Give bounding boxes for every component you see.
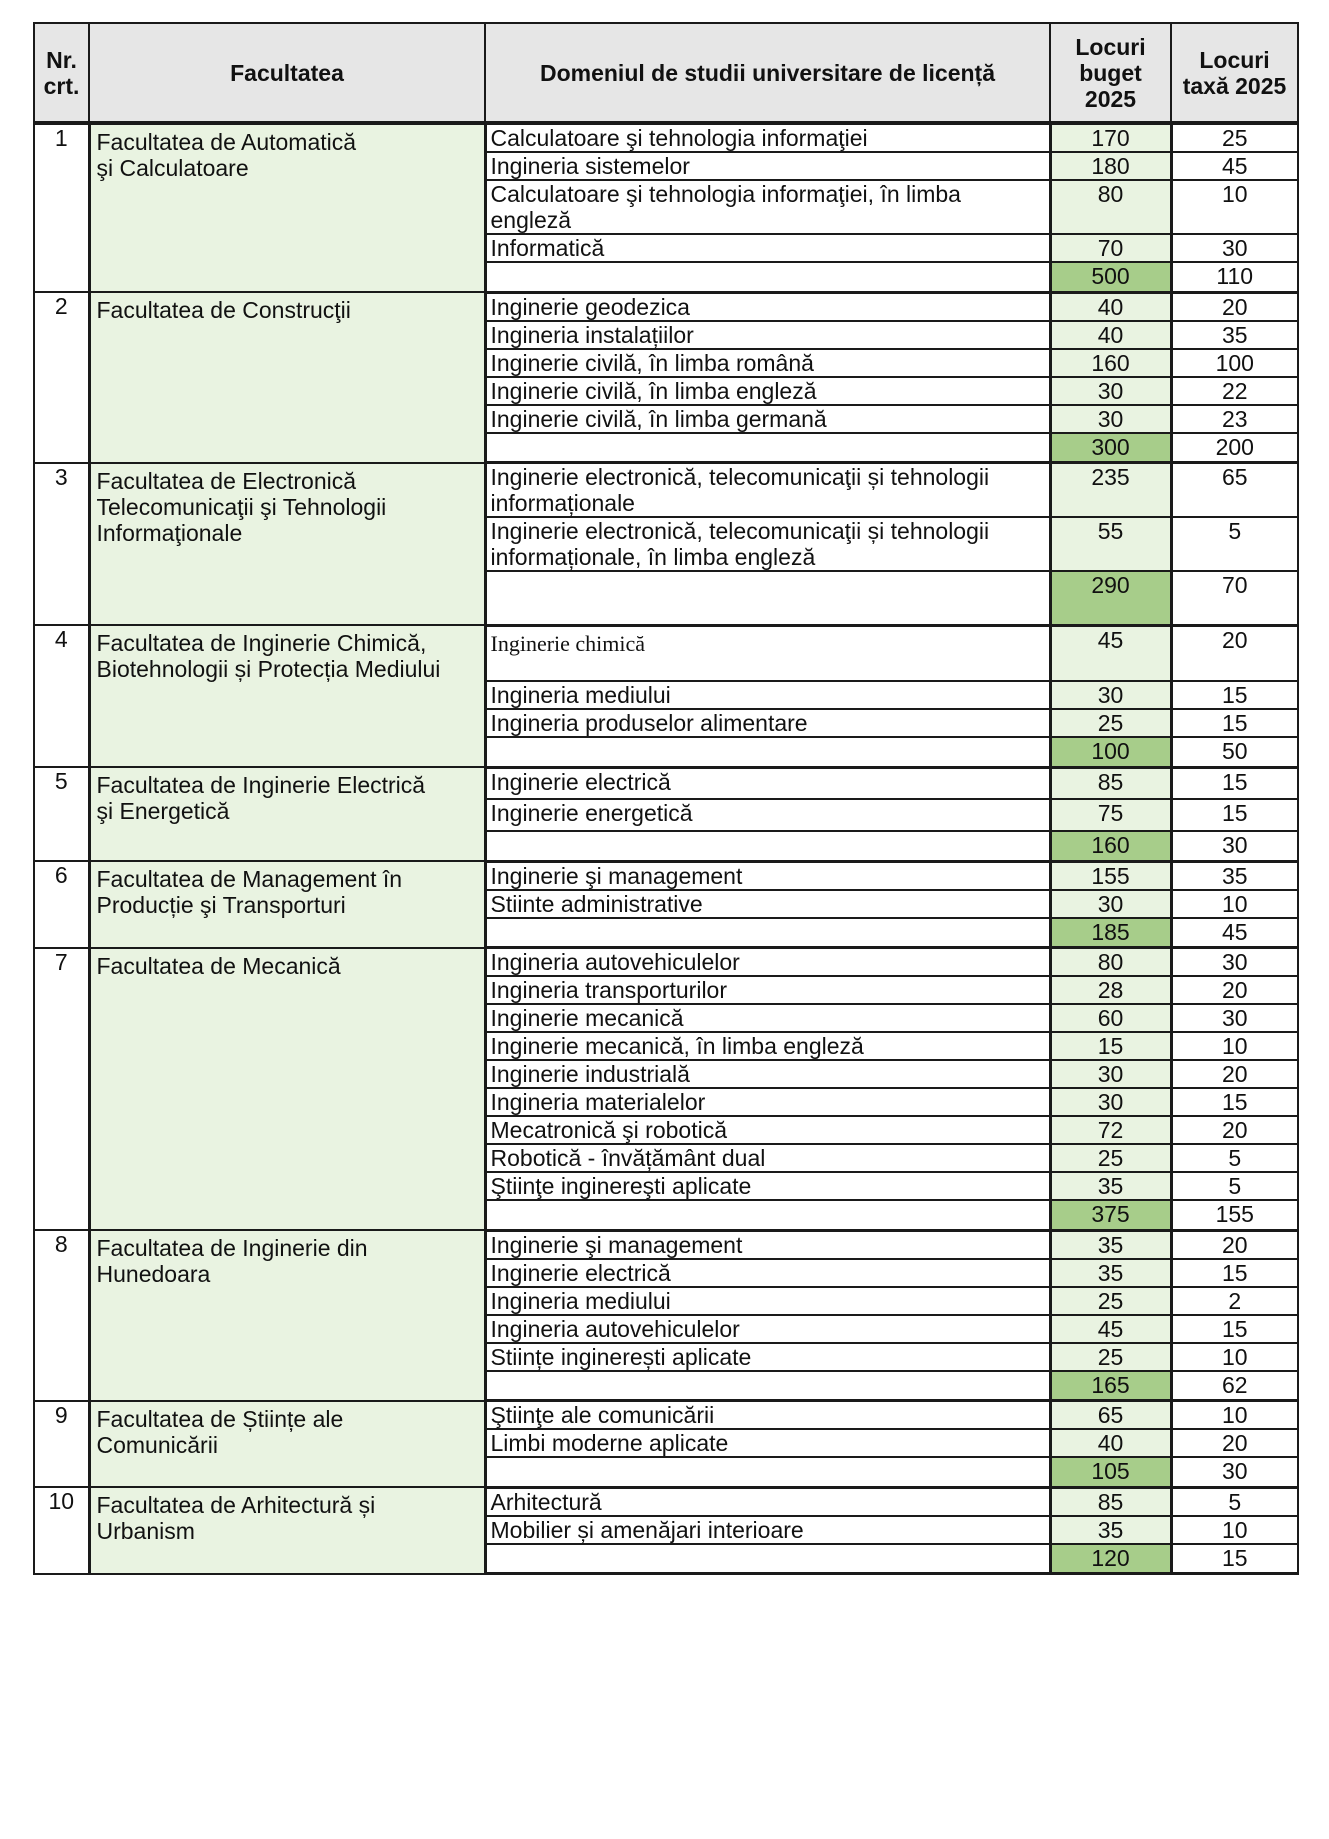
study-domain: Robotică - învățământ dual: [485, 1144, 1050, 1172]
budget-places: 25: [1050, 1144, 1171, 1172]
study-domain: Calculatoare şi tehnologia informaţiei, în limba engleză: [485, 180, 1050, 234]
budget-places: 60: [1050, 1004, 1171, 1032]
program-row: [34, 767, 1298, 799]
tax-places: 15: [1171, 1259, 1298, 1287]
tax-places: 15: [1171, 681, 1298, 709]
total-budget-places: 160: [1050, 831, 1171, 861]
tax-places: 30: [1171, 948, 1298, 977]
study-domain: Inginerie chimică: [485, 625, 1050, 681]
tax-places: 5: [1171, 1487, 1298, 1516]
total-tax-places: 30: [1171, 1457, 1298, 1487]
study-domain: Inginerie civilă, în limba engleză: [485, 377, 1050, 405]
tax-places: 20: [1171, 1116, 1298, 1144]
program-row: [34, 463, 1298, 518]
study-domain: Inginerie industrială: [485, 1060, 1050, 1088]
budget-places: 80: [1050, 180, 1171, 234]
budget-places: 170: [1050, 123, 1171, 152]
faculty-name: Facultatea de Inginerie din Hunedoara: [89, 1230, 485, 1401]
tax-places: 15: [1171, 799, 1298, 831]
table-header: [34, 23, 1298, 123]
budget-places: 35: [1050, 1516, 1171, 1544]
budget-places: 72: [1050, 1116, 1171, 1144]
tax-places: 20: [1171, 1230, 1298, 1259]
total-label-empty: [485, 1544, 1050, 1574]
study-domain: Informatică: [485, 234, 1050, 262]
budget-places: 45: [1050, 625, 1171, 681]
study-domain: Inginerie şi management: [485, 1230, 1050, 1259]
tax-places: 5: [1171, 1172, 1298, 1200]
row-number: 8: [34, 1230, 89, 1401]
study-domain: Ingineria materialelor: [485, 1088, 1050, 1116]
budget-places: 30: [1050, 405, 1171, 433]
study-domain: Inginerie mecanică, în limba engleză: [485, 1032, 1050, 1060]
budget-places: 25: [1050, 709, 1171, 737]
study-domain: Inginerie şi management: [485, 861, 1050, 890]
row-number: 2: [34, 292, 89, 463]
tax-places: 15: [1171, 1088, 1298, 1116]
budget-places: 70: [1050, 234, 1171, 262]
total-budget-places: 290: [1050, 571, 1171, 625]
tax-places: 65: [1171, 463, 1298, 518]
tax-places: 10: [1171, 1401, 1298, 1430]
program-row: [34, 123, 1298, 152]
tax-places: 15: [1171, 709, 1298, 737]
program-row: [34, 1230, 1298, 1259]
table-body: [34, 123, 1298, 1574]
tax-places: 5: [1171, 1144, 1298, 1172]
study-domain: Calculatoare şi tehnologia informaţiei: [485, 123, 1050, 152]
tax-places: 20: [1171, 625, 1298, 681]
study-domain: Ingineria autovehiculelor: [485, 1315, 1050, 1343]
row-number: 4: [34, 625, 89, 767]
budget-places: 40: [1050, 1429, 1171, 1457]
budget-places: 30: [1050, 1060, 1171, 1088]
tax-places: 10: [1171, 890, 1298, 918]
study-domain: Mecatronică şi robotică: [485, 1116, 1050, 1144]
budget-places: 75: [1050, 799, 1171, 831]
tax-places: 10: [1171, 1032, 1298, 1060]
budget-places: 30: [1050, 1088, 1171, 1116]
total-label-empty: [485, 737, 1050, 767]
total-tax-places: 70: [1171, 571, 1298, 625]
study-domain: Inginerie electrică: [485, 767, 1050, 799]
tax-places: 30: [1171, 1004, 1298, 1032]
tax-places: 15: [1171, 1315, 1298, 1343]
budget-places: 160: [1050, 349, 1171, 377]
budget-places: 85: [1050, 767, 1171, 799]
faculty-name: Facultatea de Management în Producție şi Transporturi: [89, 861, 485, 948]
program-row: [34, 1487, 1298, 1516]
study-domain: Limbi moderne aplicate: [485, 1429, 1050, 1457]
row-number: 9: [34, 1401, 89, 1488]
total-tax-places: 30: [1171, 831, 1298, 861]
study-domain: Ingineria instalațiilor: [485, 321, 1050, 349]
total-budget-places: 100: [1050, 737, 1171, 767]
total-budget-places: 375: [1050, 1200, 1171, 1230]
program-row: [34, 1401, 1298, 1430]
total-label-empty: [485, 571, 1050, 625]
tax-places: 2: [1171, 1287, 1298, 1315]
study-domain: Inginerie civilă, în limba germană: [485, 405, 1050, 433]
study-domain: Inginerie electronică, telecomunicaţii și tehnologii informaționale: [485, 463, 1050, 518]
faculty-name: Facultatea de Arhitectură și Urbanism: [89, 1487, 485, 1574]
tax-places: 23: [1171, 405, 1298, 433]
tax-places: 100: [1171, 349, 1298, 377]
total-tax-places: 200: [1171, 433, 1298, 463]
budget-places: 85: [1050, 1487, 1171, 1516]
program-row: [34, 292, 1298, 321]
budget-places: 30: [1050, 890, 1171, 918]
total-budget-places: 120: [1050, 1544, 1171, 1574]
total-budget-places: 105: [1050, 1457, 1171, 1487]
total-label-empty: [485, 262, 1050, 292]
faculty-name: Facultatea de Științe ale Comunicării: [89, 1401, 485, 1488]
total-label-empty: [485, 1371, 1050, 1401]
study-domain: Inginerie mecanică: [485, 1004, 1050, 1032]
program-row: [34, 948, 1298, 977]
tax-places: 10: [1171, 1516, 1298, 1544]
study-domain: Ingineria sistemelor: [485, 152, 1050, 180]
total-label-empty: [485, 1457, 1050, 1487]
tax-places: 45: [1171, 152, 1298, 180]
row-number: 1: [34, 123, 89, 292]
total-tax-places: 155: [1171, 1200, 1298, 1230]
header-tax-places: Locuri taxă 2025: [1171, 23, 1298, 123]
tax-places: 5: [1171, 517, 1298, 571]
budget-places: 25: [1050, 1343, 1171, 1371]
faculty-name: Facultatea de Electronică Telecomunicaţii şi Tehnologii Informaţionale: [89, 463, 485, 626]
budget-places: 35: [1050, 1259, 1171, 1287]
study-domain: Inginerie electrică: [485, 1259, 1050, 1287]
study-domain: Ştiinţe ale comunicării: [485, 1401, 1050, 1430]
row-number: 7: [34, 948, 89, 1231]
tax-places: 15: [1171, 767, 1298, 799]
row-number: 10: [34, 1487, 89, 1574]
budget-places: 65: [1050, 1401, 1171, 1430]
budget-places: 40: [1050, 292, 1171, 321]
study-domain: Ingineria mediului: [485, 681, 1050, 709]
budget-places: 180: [1050, 152, 1171, 180]
study-domain: Inginerie civilă, în limba română: [485, 349, 1050, 377]
header-faculty: Facultatea: [89, 23, 485, 123]
total-tax-places: 50: [1171, 737, 1298, 767]
total-label-empty: [485, 918, 1050, 948]
total-budget-places: 185: [1050, 918, 1171, 948]
total-label-empty: [485, 831, 1050, 861]
faculty-name: Facultatea de Mecanică: [89, 948, 485, 1231]
tax-places: 22: [1171, 377, 1298, 405]
tax-places: 10: [1171, 180, 1298, 234]
total-tax-places: 15: [1171, 1544, 1298, 1574]
tax-places: 10: [1171, 1343, 1298, 1371]
total-budget-places: 500: [1050, 262, 1171, 292]
faculty-name: Facultatea de Automatică şi Calculatoare: [89, 123, 485, 292]
study-domain: Stiinte administrative: [485, 890, 1050, 918]
budget-places: 45: [1050, 1315, 1171, 1343]
tax-places: 35: [1171, 321, 1298, 349]
row-number: 5: [34, 767, 89, 861]
total-label-empty: [485, 1200, 1050, 1230]
faculty-name: Facultatea de Inginerie Electrică şi Energetică: [89, 767, 485, 861]
budget-places: 25: [1050, 1287, 1171, 1315]
total-label-empty: [485, 433, 1050, 463]
total-budget-places: 300: [1050, 433, 1171, 463]
study-domain: Mobilier și amenăjari interioare: [485, 1516, 1050, 1544]
row-number: 6: [34, 861, 89, 948]
total-budget-places: 165: [1050, 1371, 1171, 1401]
header-nr: Nr. crt.: [34, 23, 89, 123]
budget-places: 155: [1050, 861, 1171, 890]
study-domain: Arhitectură: [485, 1487, 1050, 1516]
faculty-name: Facultatea de Construcţii: [89, 292, 485, 463]
total-tax-places: 62: [1171, 1371, 1298, 1401]
study-domain: Ingineria produselor alimentare: [485, 709, 1050, 737]
budget-places: 30: [1050, 377, 1171, 405]
budget-places: 55: [1050, 517, 1171, 571]
header-budget-places: Locuri buget 2025: [1050, 23, 1171, 123]
budget-places: 30: [1050, 681, 1171, 709]
budget-places: 235: [1050, 463, 1171, 518]
total-tax-places: 110: [1171, 262, 1298, 292]
row-number: 3: [34, 463, 89, 626]
study-domain: Stiințe inginerești aplicate: [485, 1343, 1050, 1371]
study-domain: Inginerie geodezica: [485, 292, 1050, 321]
header-domain: Domeniul de studii universitare de licență: [485, 23, 1050, 123]
tax-places: 25: [1171, 123, 1298, 152]
budget-places: 80: [1050, 948, 1171, 977]
budget-places: 35: [1050, 1230, 1171, 1259]
tax-places: 20: [1171, 976, 1298, 1004]
tax-places: 20: [1171, 1060, 1298, 1088]
budget-places: 35: [1050, 1172, 1171, 1200]
study-domain: Ingineria transporturilor: [485, 976, 1050, 1004]
tax-places: 35: [1171, 861, 1298, 890]
faculty-name: Facultatea de Inginerie Chimică, Biotehnologii și Protecția Mediului: [89, 625, 485, 767]
study-domain: Ingineria autovehiculelor: [485, 948, 1050, 977]
tax-places: 20: [1171, 1429, 1298, 1457]
study-domain: Inginerie electronică, telecomunicaţii și tehnologii informaționale, în limba engleză: [485, 517, 1050, 571]
budget-places: 15: [1050, 1032, 1171, 1060]
study-domain: Ingineria mediului: [485, 1287, 1050, 1315]
program-row: [34, 625, 1298, 681]
program-row: [34, 861, 1298, 890]
total-tax-places: 45: [1171, 918, 1298, 948]
admission-places-table: [33, 22, 1299, 1575]
budget-places: 40: [1050, 321, 1171, 349]
tax-places: 20: [1171, 292, 1298, 321]
tax-places: 30: [1171, 234, 1298, 262]
budget-places: 28: [1050, 976, 1171, 1004]
study-domain: Inginerie energetică: [485, 799, 1050, 831]
study-domain: Ştiinţe inginereşti aplicate: [485, 1172, 1050, 1200]
